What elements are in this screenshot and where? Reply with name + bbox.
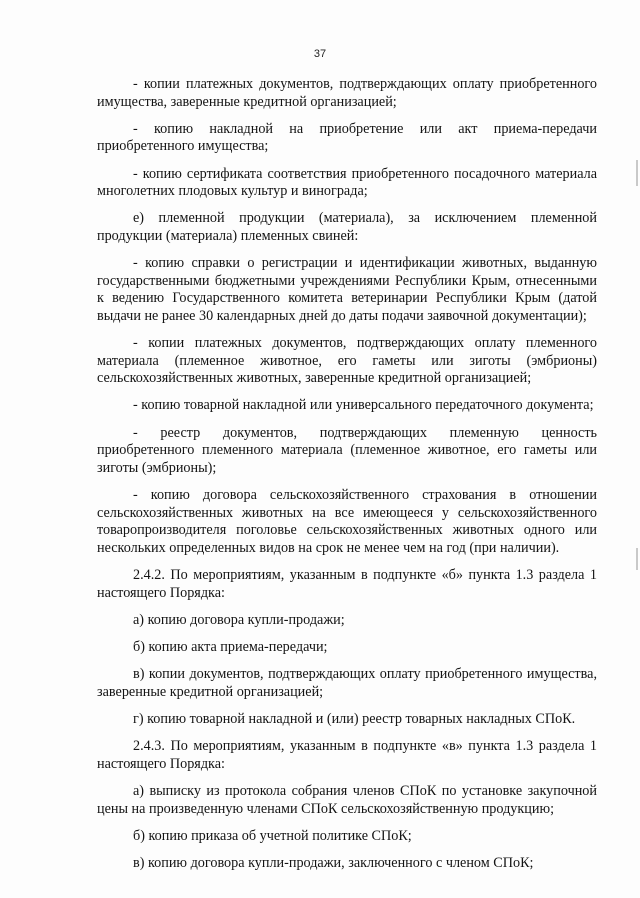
paragraph: е) племенной продукции (материала), за исключением племенной продукции (материала) племенных свиней: <box>97 210 597 244</box>
scan-edge-mark <box>636 160 638 186</box>
paragraph: г) копию товарной накладной и (или) реестр товарных накладных СПоК. <box>133 710 576 727</box>
paragraph: - копию накладной на приобретение или акт приема-передачи приобретенного имущества; <box>97 120 597 155</box>
paragraph: в) копии документов, подтверждающих оплату приобретенного имущества, заверенные кредитной организацией; <box>97 666 597 700</box>
paragraph: - копию товарной накладной или универсального передаточного документа; <box>133 397 594 414</box>
paragraph: а) выписку из протокола собрания членов СПоК по установке закупочной цены на произведенную членами СПоК сельскохозяйственную продукцию; <box>97 782 597 817</box>
paragraph: - копию договора сельскохозяйственного страхования в отношении сельскохозяйственных животных на все имеющееся у сельскохозяйственного товаропроизводителя поголовье сельскохозяйственных животных одного или нескольких определенных видов на срок не менее чем на год (при наличии). <box>97 487 597 556</box>
paragraph: а) копию договора купли-продажи; <box>133 611 345 628</box>
paragraph: - копию справки о регистрации и идентификации животных, выданную государственными бюджетными учреждениями Республики Крым, отнесенными к ведению Государственного комитета ветеринарии Республики Крым (датой выдачи не ранее 30 календарных дней до даты подачи заявочной документации); <box>97 255 597 324</box>
paragraph: 2.4.2. По мероприятиям, указанным в подпункте «б» пункта 1.3 раздела 1 настоящего Порядка: <box>97 567 597 601</box>
paragraph: - копию сертификата соответствия приобретенного посадочного материала многолетних плодовых культур и винограда; <box>97 165 597 200</box>
paragraph: - копии платежных документов, подтверждающих оплату приобретенного имущества, заверенные кредитной организацией; <box>97 76 597 110</box>
paragraph: 2.4.3. По мероприятиям, указанным в подпункте «в» пункта 1.3 раздела 1 настоящего Порядка: <box>97 738 597 772</box>
page-number: 37 <box>313 48 327 60</box>
paragraph: в) копию договора купли-продажи, заключенного с членом СПоК; <box>133 854 534 871</box>
paragraph: - копии платежных документов, подтверждающих оплату племенного материала (племенное животное, его гаметы или зиготы (эмбрионы) сельскохозяйственных животных, заверенные кредитной организацией; <box>97 335 597 387</box>
scan-edge-mark <box>636 548 638 570</box>
paragraph: б) копию акта приема-передачи; <box>133 638 328 655</box>
document-body <box>97 76 597 882</box>
paragraph: - реестр документов, подтверждающих племенную ценность приобретенного племенного материала (племенное животное, его гаметы или зиготы (эмбрионы); <box>97 424 597 476</box>
paragraph: б) копию приказа об учетной политике СПоК; <box>133 827 412 844</box>
